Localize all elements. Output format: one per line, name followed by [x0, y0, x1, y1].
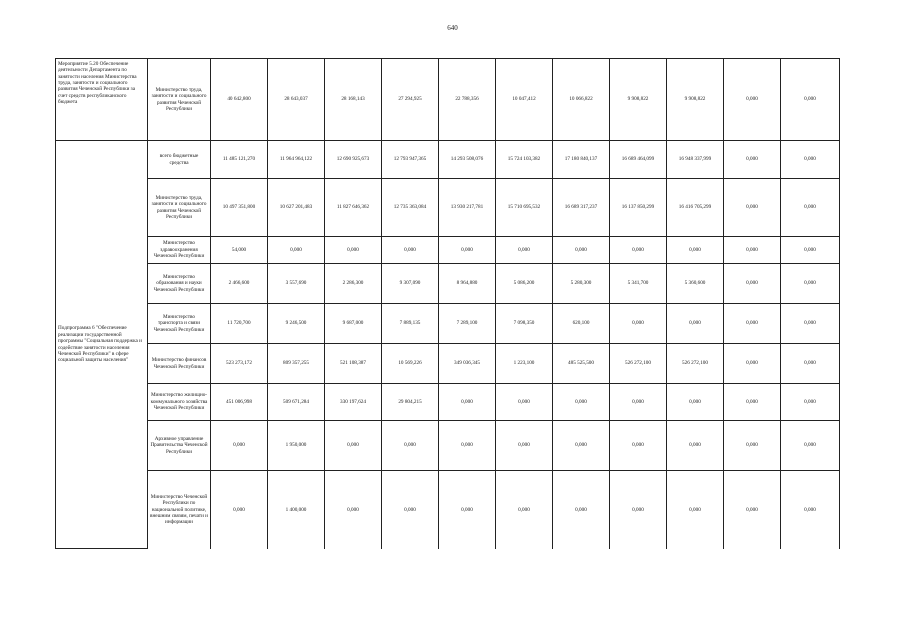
value-cell: 0,000 [553, 421, 610, 471]
executor-cell: всего бюджетные средства [148, 141, 211, 179]
value-cell: 5 341,700 [610, 264, 667, 304]
value-cell: 7 289,100 [439, 304, 496, 344]
value-cell: 0,000 [724, 304, 781, 344]
value-cell: 0,000 [667, 237, 724, 264]
value-cell: 3 557,690 [268, 264, 325, 304]
value-cell: 28 643,037 [268, 59, 325, 141]
value-cell: 0,000 [610, 304, 667, 344]
page-number: 640 [447, 24, 458, 32]
budget-table [55, 58, 840, 549]
value-cell: 29 804,215 [382, 384, 439, 421]
value-cell: 0,000 [382, 471, 439, 549]
value-cell: 15 710 695,532 [496, 179, 553, 237]
value-cell: 0,000 [610, 471, 667, 549]
value-cell: 0,000 [211, 421, 268, 471]
value-cell: 9 687,000 [325, 304, 382, 344]
table-row [56, 344, 840, 384]
value-cell: 10 066,822 [553, 59, 610, 141]
value-cell: 16 689 317,237 [553, 179, 610, 237]
value-cell: 0,000 [439, 237, 496, 264]
value-cell: 0,000 [724, 384, 781, 421]
value-cell: 0,000 [781, 179, 840, 237]
table-row [56, 304, 840, 344]
value-cell: 12 735 363,084 [382, 179, 439, 237]
value-cell: 0,000 [667, 304, 724, 344]
value-cell: 0,000 [781, 141, 840, 179]
value-cell: 0,000 [781, 471, 840, 549]
value-cell: 0,000 [496, 471, 553, 549]
value-cell: 509 671,284 [268, 384, 325, 421]
table-row [56, 59, 840, 141]
value-cell: 8 964,880 [439, 264, 496, 304]
table-row [56, 237, 840, 264]
value-cell: 0,000 [724, 59, 781, 141]
value-cell: 0,000 [382, 421, 439, 471]
value-cell: 521 108,387 [325, 344, 382, 384]
value-cell: 0,000 [781, 344, 840, 384]
value-cell: 9 908,822 [610, 59, 667, 141]
value-cell: 2 466,600 [211, 264, 268, 304]
value-cell: 7 889,135 [382, 304, 439, 344]
measure-name-cell: Мероприятие 5.20 Обеспечение деятельности Департамента по занятости населения Министерства труда, занятости и социального развития Чеченской Республики за счет средств республиканского бюджета [56, 59, 148, 141]
value-cell: 5 280,300 [553, 264, 610, 304]
value-cell: 330 197,624 [325, 384, 382, 421]
value-cell: 11 827 646,362 [325, 179, 382, 237]
value-cell: 28 168,143 [325, 59, 382, 141]
value-cell: 11 720,700 [211, 304, 268, 344]
value-cell: 0,000 [553, 471, 610, 549]
value-cell: 1 950,000 [268, 421, 325, 471]
value-cell: 14 293 508,076 [439, 141, 496, 179]
executor-cell: Министерство труда, занятости и социального развития Чеченской Республики [148, 59, 211, 141]
table-row [56, 421, 840, 471]
value-cell: 0,000 [496, 237, 553, 264]
executor-cell: Министерство финансов Чеченской Республики [148, 344, 211, 384]
table-row [56, 141, 840, 179]
table-row [56, 384, 840, 421]
executor-cell: Министерство здравоохранения Чеченской Республики [148, 237, 211, 264]
value-cell: 0,000 [667, 421, 724, 471]
value-cell: 523 273,172 [211, 344, 268, 384]
value-cell: 0,000 [781, 421, 840, 471]
value-cell: 0,000 [610, 421, 667, 471]
executor-cell: Министерство труда, занятости и социального развития Чеченской Республики [148, 179, 211, 237]
subprogram-name-cell: Подпрограмма 6 "Обеспечение реализации государственной программы "Социальная поддержка и содействие занятости населения Чеченской Республики" в сфере социальной защиты населения" [56, 141, 148, 549]
value-cell: 10 047,412 [496, 59, 553, 141]
value-cell: 10 627 201,483 [268, 179, 325, 237]
value-cell: 16 416 705,299 [667, 179, 724, 237]
value-cell: 0,000 [553, 384, 610, 421]
value-cell: 17 180 840,137 [553, 141, 610, 179]
value-cell: 0,000 [553, 237, 610, 264]
value-cell: 27 294,925 [382, 59, 439, 141]
value-cell: 0,000 [667, 384, 724, 421]
value-cell: 5 086,200 [496, 264, 553, 304]
value-cell: 9 307,090 [382, 264, 439, 304]
value-cell: 0,000 [781, 59, 840, 141]
executor-cell: Министерство Чеченской Республики по национальной политике, внешним связям, печати и информации [148, 471, 211, 549]
value-cell: 0,000 [610, 237, 667, 264]
value-cell: 526 272,100 [667, 344, 724, 384]
value-cell: 0,000 [724, 344, 781, 384]
value-cell: 9 908,822 [667, 59, 724, 141]
value-cell: 0,000 [781, 237, 840, 264]
value-cell: 0,000 [781, 384, 840, 421]
value-cell: 2 286,300 [325, 264, 382, 304]
value-cell: 0,000 [439, 384, 496, 421]
value-cell: 0,000 [382, 237, 439, 264]
value-cell: 0,000 [724, 471, 781, 549]
value-cell: 485 525,500 [553, 344, 610, 384]
executor-cell: Архивное управление Правительства Чеченской Республики [148, 421, 211, 471]
value-cell: 349 036,345 [439, 344, 496, 384]
value-cell: 22 788,356 [439, 59, 496, 141]
value-cell: 0,000 [724, 237, 781, 264]
value-cell: 0,000 [781, 304, 840, 344]
value-cell: 11 964 964,122 [268, 141, 325, 179]
value-cell: 0,000 [724, 179, 781, 237]
value-cell: 54,000 [211, 237, 268, 264]
value-cell: 9 246,500 [268, 304, 325, 344]
value-cell: 0,000 [439, 421, 496, 471]
value-cell: 0,000 [325, 421, 382, 471]
value-cell: 0,000 [781, 264, 840, 304]
value-cell: 0,000 [439, 471, 496, 549]
value-cell: 15 724 103,382 [496, 141, 553, 179]
value-cell: 0,000 [724, 264, 781, 304]
value-cell: 0,000 [325, 237, 382, 264]
value-cell: 0,000 [496, 421, 553, 471]
value-cell: 13 930 217,781 [439, 179, 496, 237]
value-cell: 16 948 337,999 [667, 141, 724, 179]
value-cell: 10 569,226 [382, 344, 439, 384]
executor-cell: Министерство жилищно-коммунального хозяйства Чеченской Республики [148, 384, 211, 421]
value-cell: 451 006,998 [211, 384, 268, 421]
value-cell: 809 357,255 [268, 344, 325, 384]
value-cell: 40 642,800 [211, 59, 268, 141]
value-cell: 11 485 121,270 [211, 141, 268, 179]
executor-cell: Министерство образования и науки Чеченской Республики [148, 264, 211, 304]
value-cell: 16 689 464,099 [610, 141, 667, 179]
value-cell: 0,000 [724, 421, 781, 471]
executor-cell: Министерство транспорта и связи Чеченской Республики [148, 304, 211, 344]
value-cell: 620,100 [553, 304, 610, 344]
value-cell: 12 690 925,673 [325, 141, 382, 179]
value-cell: 1 400,000 [268, 471, 325, 549]
value-cell: 0,000 [610, 384, 667, 421]
value-cell: 0,000 [325, 471, 382, 549]
table-row [56, 471, 840, 549]
value-cell: 0,000 [724, 141, 781, 179]
value-cell: 0,000 [211, 471, 268, 549]
value-cell: 7 098,350 [496, 304, 553, 344]
value-cell: 0,000 [268, 237, 325, 264]
value-cell: 16 137 850,299 [610, 179, 667, 237]
table-row [56, 179, 840, 237]
value-cell: 10 497 351,800 [211, 179, 268, 237]
value-cell: 5 360,600 [667, 264, 724, 304]
table-row [56, 264, 840, 304]
value-cell: 0,000 [667, 471, 724, 549]
value-cell: 526 272,100 [610, 344, 667, 384]
value-cell: 0,000 [496, 384, 553, 421]
value-cell: 1 223,100 [496, 344, 553, 384]
value-cell: 12 793 947,365 [382, 141, 439, 179]
